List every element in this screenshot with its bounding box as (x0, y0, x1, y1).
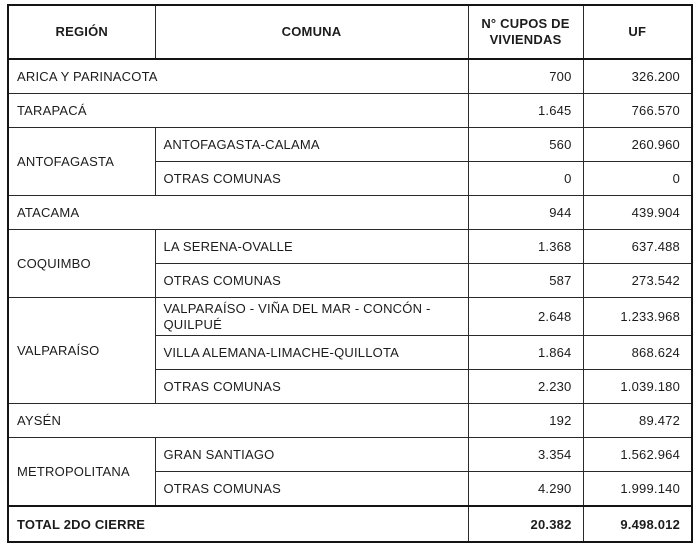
comuna-cell: OTRAS COMUNAS (155, 264, 468, 298)
total-uf-cell: 9.498.012 (583, 506, 692, 542)
cupos-cell: 587 (468, 264, 583, 298)
table-body (8, 59, 692, 506)
cupos-cell: 944 (468, 196, 583, 230)
comuna-cell: OTRAS COMUNAS (155, 162, 468, 196)
uf-cell: 439.904 (583, 196, 692, 230)
comuna-cell: ANTOFAGASTA-CALAMA (155, 128, 468, 162)
table-row (8, 94, 692, 128)
region-cell: AYSÉN (8, 404, 468, 438)
cupos-cell: 0 (468, 162, 583, 196)
region-cell: METROPOLITANA (8, 438, 155, 507)
table-row (8, 230, 692, 264)
cupos-cell: 700 (468, 59, 583, 94)
uf-cell: 868.624 (583, 336, 692, 370)
header-row (8, 5, 692, 59)
table-header (8, 5, 692, 59)
cupos-cell: 4.290 (468, 472, 583, 507)
column-header-comuna: COMUNA (155, 5, 468, 59)
uf-cell: 766.570 (583, 94, 692, 128)
cupos-cell: 192 (468, 404, 583, 438)
uf-cell: 637.488 (583, 230, 692, 264)
uf-cell: 326.200 (583, 59, 692, 94)
cupos-cell: 3.354 (468, 438, 583, 472)
cupos-cell: 2.230 (468, 370, 583, 404)
table-row (8, 196, 692, 230)
table-row (8, 128, 692, 162)
uf-cell: 1.039.180 (583, 370, 692, 404)
column-header-uf: UF (583, 5, 692, 59)
total-label-cell: TOTAL 2DO CIERRE (8, 506, 468, 542)
region-cell: ATACAMA (8, 196, 468, 230)
uf-cell: 1.233.968 (583, 298, 692, 336)
table-footer (8, 506, 692, 542)
comuna-cell: OTRAS COMUNAS (155, 370, 468, 404)
table-row (8, 438, 692, 472)
cupos-cell: 2.648 (468, 298, 583, 336)
region-cell: ANTOFAGASTA (8, 128, 155, 196)
cupos-cell: 1.864 (468, 336, 583, 370)
housing-quota-table (7, 4, 693, 543)
total-cupos-cell: 20.382 (468, 506, 583, 542)
comuna-cell: VILLA ALEMANA-LIMACHE-QUILLOTA (155, 336, 468, 370)
uf-cell: 1.562.964 (583, 438, 692, 472)
uf-cell: 273.542 (583, 264, 692, 298)
uf-cell: 0 (583, 162, 692, 196)
table-row (8, 59, 692, 94)
total-row (8, 506, 692, 542)
comuna-cell: LA SERENA-OVALLE (155, 230, 468, 264)
cupos-cell: 560 (468, 128, 583, 162)
region-cell: ARICA Y PARINACOTA (8, 59, 468, 94)
cupos-cell: 1.368 (468, 230, 583, 264)
column-header-region: REGIÓN (8, 5, 155, 59)
region-cell: VALPARAÍSO (8, 298, 155, 404)
column-header-cupos: N° CUPOS DE VIVIENDAS (468, 5, 583, 59)
comuna-cell: OTRAS COMUNAS (155, 472, 468, 507)
uf-cell: 260.960 (583, 128, 692, 162)
comuna-cell: VALPARAÍSO - VIÑA DEL MAR - CONCÓN -QUILPUÉ (155, 298, 468, 336)
table-row (8, 404, 692, 438)
region-cell: TARAPACÁ (8, 94, 468, 128)
cupos-cell: 1.645 (468, 94, 583, 128)
uf-cell: 89.472 (583, 404, 692, 438)
table-row (8, 298, 692, 336)
comuna-cell: GRAN SANTIAGO (155, 438, 468, 472)
region-cell: COQUIMBO (8, 230, 155, 298)
uf-cell: 1.999.140 (583, 472, 692, 507)
